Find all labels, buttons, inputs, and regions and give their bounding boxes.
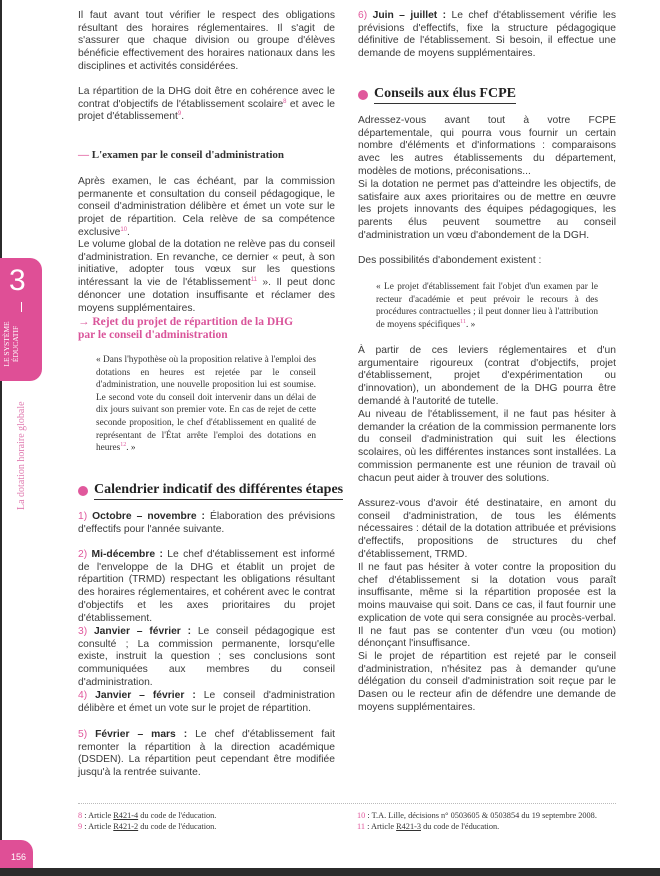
paragraph: Des possibilités d'abondement existent : bbox=[358, 255, 542, 266]
bullet-icon bbox=[78, 486, 88, 496]
quote: « Dans l'hypothèse où la proposition relative à l'emploi des dotations en heures est rejetée par le conseil d'administration, une nouvelle proposition lui est soumise. Le second vote du conseil doit intervenir dans un délai de dix jours suivant son premier vote. En cas de rejet de cette seconde proposition, le chef d'établissement en qualité de représentant de l'État arrête l'emploi des dotations en heures$^{12}$. » bbox=[96, 355, 316, 454]
subheading-rejet: → Rejet du projet de répartition de la DHG par le conseil d'administration bbox=[78, 316, 294, 341]
left-edge bbox=[0, 0, 2, 876]
paragraph: Au niveau de l'établissement, il ne faut pas hésiter à demander la création de la commission permanente lors du conseil d'administration qui suit les élections scolaires, où les différentes instances sont installées. La commission permanente est une réunion de travail où chacun peut aider à trouver des solutions. bbox=[358, 409, 616, 484]
heading-calendrier: Calendrier indicatif des différentes étapes bbox=[78, 482, 343, 500]
step-item: 1) Octobre – novembre : Élaboration des prévisions d'effectifs pour l'année suivante. bbox=[78, 511, 335, 535]
footnote-link[interactable]: R421-3 bbox=[396, 822, 421, 831]
chapter-number: 3 bbox=[9, 264, 26, 297]
step-item: 5) Février – mars : Le chef d'établissement fait remonter la répartition à la direction académique (DSDEN). La répartition peut cependant être modifiée jusqu'à la rentrée suivante. bbox=[78, 729, 335, 779]
paragraph: Adressez-vous avant tout à votre FCPE départementale, qui pourra vous fournir un certain nombre d'éléments et d'informations : comparaisons avec les autres établissements du département, modèles de motions, préconisations... bbox=[358, 115, 616, 177]
footnote: 8 : Article R421-4 du code de l'éducation. bbox=[78, 811, 217, 820]
footnote-link[interactable]: R421-4 bbox=[113, 811, 139, 820]
bottom-edge bbox=[0, 868, 660, 876]
paragraph: La répartition de la DHG doit être en cohérence avec le contrat d'objectifs de l'établissement scolaire$^8$ et avec le projet d'établissement$^9$. bbox=[78, 86, 335, 123]
paragraph: Il faut avant tout vérifier le respect des obligations résultant des horaires réglementaires. Il s'agit de s'assurer que chaque division ou groupe d'élèves bénéficie effectivement des horaires nationaux dans les disciplines et activités considérées. bbox=[78, 10, 335, 72]
step-item: 4) Janvier – février : Le conseil d'administration délibère et émet un vote sur le projet de répartition. bbox=[78, 690, 335, 714]
paragraph: Si la dotation ne permet pas d'atteindre les objectifs, de satisfaire aux axes prioritaires ou de mettre en œuvre les projets innovants des équipes pédagogiques, les parents élus peuvent soumettre au conseil d'administration un vœu d'abondement de la DGH. bbox=[358, 179, 616, 241]
chapter-label: LE SYSTÈME ÉDUCATIF bbox=[2, 321, 20, 367]
quote: « Le projet d'établissement fait l'objet d'un examen par le recteur d'académie et peut prévoir le recours à des procédures contractuelles ; il peut donner lieu à l'attribution de moyens spécifiques$^{11}$. » bbox=[376, 282, 598, 330]
footnote-divider bbox=[78, 803, 616, 804]
paragraph: Assurez-vous d'avoir été destinataire, en amont du conseil d'administration, de tous les éléments nécessaires : détail de la dotation attribuée et prévisions d'effectifs, propositions de structures du chef d'établissement, TRMD. bbox=[358, 498, 616, 560]
section-title: La dotation horaire globale bbox=[16, 401, 27, 510]
footnote: 9 : Article R421-2 du code de l'éducation. bbox=[78, 822, 217, 831]
step-item: 6) Juin – juillet : Le chef d'établissement vérifie les prévisions d'effectifs, fixe la structure pédagogique définitive de l'établissement. Si besoin, il effectue une demande de moyens supplémentaires. bbox=[358, 10, 616, 60]
step-item: 3) Janvier – février : Le conseil pédagogique est consulté ; La commission permanente, lorsqu'elle existe, instruit la question ; ses conclusions sont communiquées aux membres du conseil d'administration. bbox=[78, 626, 335, 688]
footnote: 10 : T.A. Lille, décisions n° 0503605 & 0503854 du 19 septembre 2008. bbox=[357, 811, 597, 820]
footnote-link[interactable]: R421-2 bbox=[113, 822, 139, 831]
subheading-examen: — L'examen par le conseil d'administration bbox=[78, 149, 285, 161]
paragraph: Le volume global de la dotation ne relève pas du conseil d'administration. En revanche, ce dernier « peut, à son initiative, adopter tous vœux sur les questions intéressant la vie de l'établissement$^{11}$ ». Il peut donc dénoncer une dotation insuffisante et réclamer des moyens supplémentaires. bbox=[78, 239, 335, 314]
heading-conseils: Conseils aux élus FCPE bbox=[358, 86, 516, 104]
page-number: 156 bbox=[0, 840, 33, 868]
paragraph: À partir de ces leviers réglementaires et d'un argumentaire rigoureux (contrat d'objectifs, projet d'établissement, projet d'expérimentation ou d'innovation), un abondement de la DHG pourra être demandé à l'autorité de tutelle. bbox=[358, 345, 616, 407]
step-item: 2) Mi-décembre : Le chef d'établissement est informé de l'enveloppe de la DHG et établit un projet de répartition (TRMD) respectant les obligations résultant des horaires réglementaires, et cohérent avec le contrat d'objectifs et les axes prioritaires du projet d'établissement. bbox=[78, 549, 335, 624]
footnote: 11 : Article R421-3 du code de l'éducation. bbox=[357, 822, 500, 831]
paragraph: Si le projet de répartition est rejeté par le conseil d'administration, n'hésitez pas à demander qu'une délégation du conseil d'administration soit reçue par le Dasen ou le recteur afin de défendre une demande de moyens supplémentaires. bbox=[358, 651, 616, 713]
paragraph: Il ne faut pas hésiter à voter contre la proposition du chef d'établissement si la dotation vous paraît insuffisante, même si la répartition proposée est la moins mauvaise qui soit. Dans ce cas, il faut fournir une explication de vote qui sera consignée au procès-verbal. Il ne faut pas se contenter d'un vœu (ou motion) dénonçant l'insuffisance. bbox=[358, 562, 616, 650]
bullet-icon bbox=[358, 90, 368, 100]
paragraph: Après examen, le cas échéant, par la commission permanente et consultation du conseil pédagogique, le conseil d'administration délibère et émet un vote sur le projet de répartition. Cela relève de sa compétence exclusive$^{10}$. bbox=[78, 176, 335, 238]
divider bbox=[21, 302, 22, 312]
chapter-tab[interactable] bbox=[0, 258, 42, 381]
